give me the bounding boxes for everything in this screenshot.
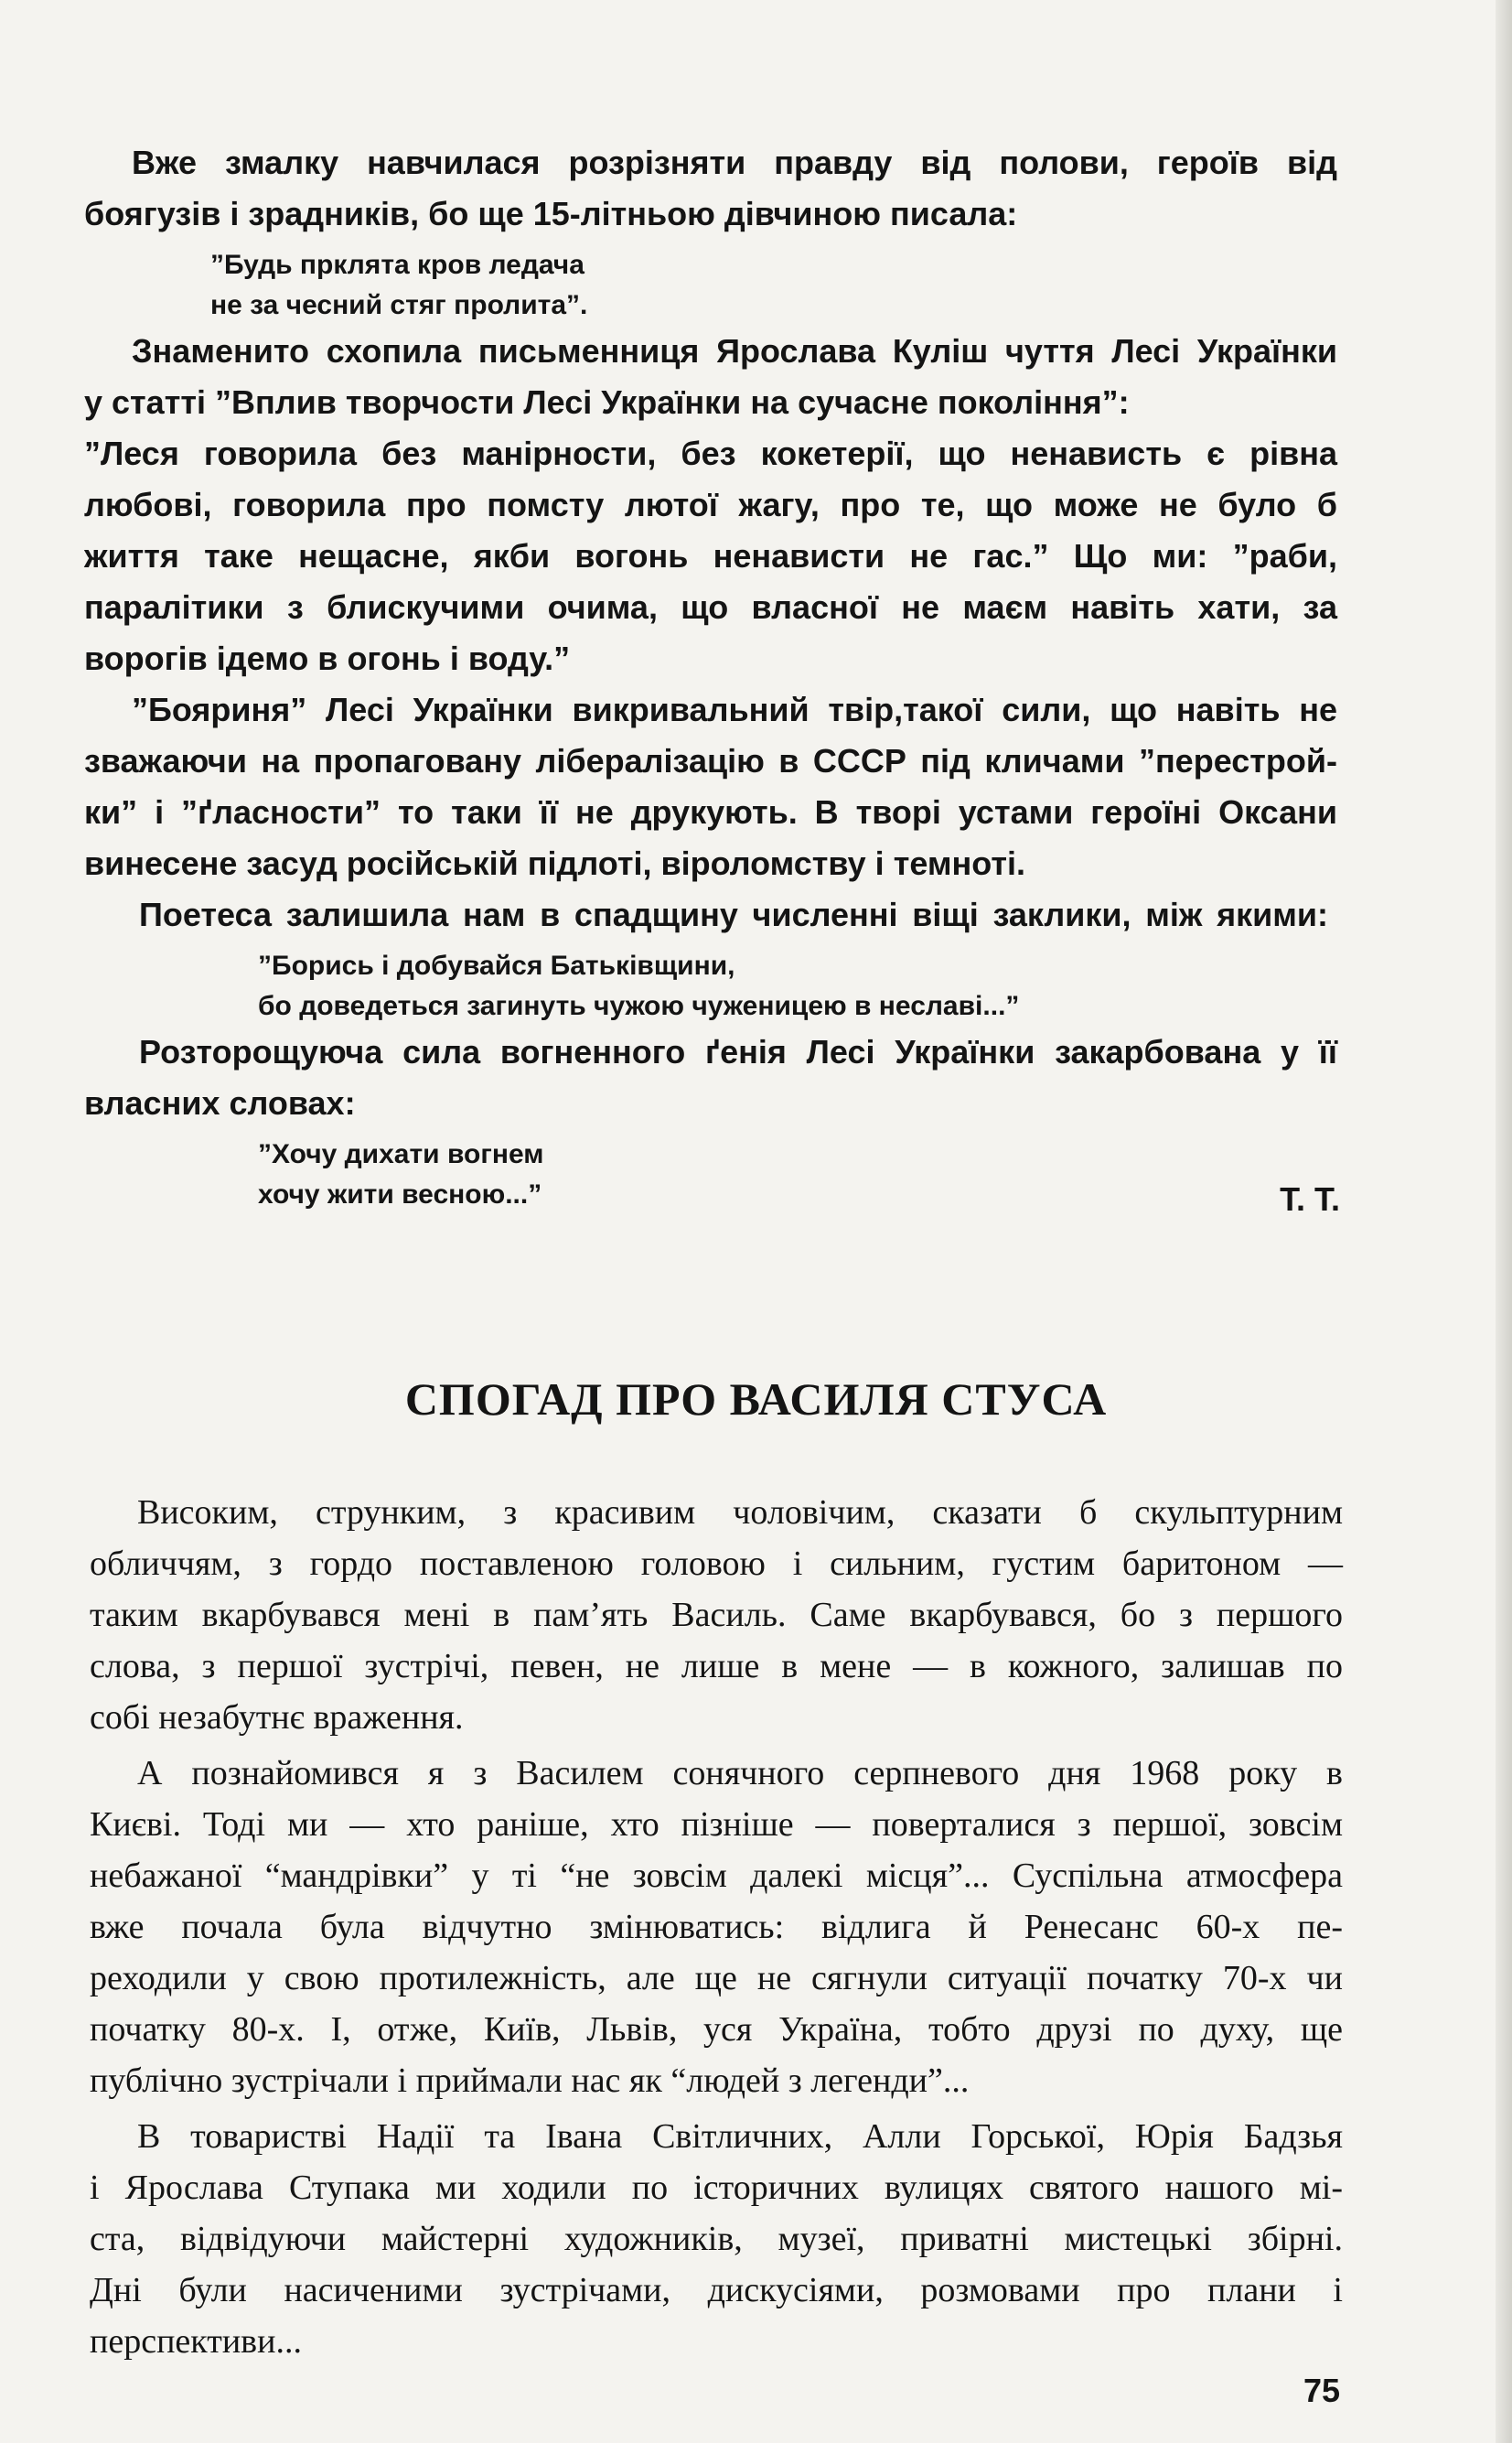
text-line: небажаної “мандрівки” у ті “не зовсім далекі місця”... Суспільна атмосфера bbox=[90, 1856, 1343, 1895]
text-line: Знаменито схопила письменниця Ярослава Куліш чуття Лесі Українки bbox=[132, 332, 1337, 370]
text-line: ки” і ”ґласности” то таки її не друкують. В творі устами героїні Оксани bbox=[84, 793, 1337, 831]
text-line: Вже змалку навчилася розрізняти правду від полови, героїв від bbox=[132, 144, 1337, 181]
text-line: ста, відвідуючи майстерні художників, музеї, приватні мистецькі збірні. bbox=[90, 2220, 1343, 2258]
text-line: таким вкарбувався мені в пам’ять Василь. Саме вкарбувався, бо з першого bbox=[90, 1596, 1343, 1634]
text-line: і Ярослава Ступака ми ходили по історичних вулицях святого нашого мі- bbox=[90, 2169, 1343, 2207]
text-line: Поетеса залишила нам в спадщину численні віщі заклики, між якими: bbox=[139, 896, 1328, 933]
text-line: паралітики з блискучими очима, що власної не маєм навіть хати, за bbox=[84, 588, 1337, 626]
text-line: Дні були насиченими зустрічами, дискусіями, розмовами про плани і bbox=[90, 2271, 1343, 2309]
text-line: у статті ”Вплив творчости Лесі Українки на сучасне покоління”: bbox=[84, 383, 1130, 421]
text-line: Розторощуюча сила вогненного ґенія Лесі Українки закарбована у її bbox=[139, 1033, 1337, 1071]
text-line: собі незабутнє враження. bbox=[90, 1698, 464, 1737]
text-line: любові, говорила про помсту лютої жагу, про те, що може не було б bbox=[84, 486, 1337, 523]
section-title: СПОГАД ПРО ВАСИЛЯ СТУСА bbox=[404, 1373, 1108, 1425]
text-line: перспективи... bbox=[90, 2322, 302, 2361]
quote-line: ”Борись і добувайся Батьківщини, bbox=[258, 951, 735, 981]
text-line: вже почала була відчутно змінюватись: відлига й Ренесанс 60-х пе- bbox=[90, 1908, 1343, 1946]
text-line: боягузів і зрадників, бо ще 15-літньою дівчиною писала: bbox=[84, 195, 1018, 232]
text-line: Києві. Тоді ми — хто раніше, хто пізніше — поверталися з першої, зовсім bbox=[90, 1805, 1343, 1844]
page-edge bbox=[1496, 0, 1512, 2443]
text-line: Високим, струнким, з красивим чоловічим, сказати б скульптурним bbox=[137, 1493, 1343, 1532]
quote-line: не за чесний стяг пролита”. bbox=[210, 290, 588, 320]
text-line: обличчям, з гордо поставленою головою і сильним, густим баритоном — bbox=[90, 1544, 1343, 1583]
quote-line: хочу жити весною...” bbox=[258, 1179, 542, 1210]
quote-line: бо доведеться загинуть чужою чуженицею в неславі...” bbox=[258, 991, 1020, 1021]
text-line: ”Бояриня” Лесі Українки викривальний твір,такої сили, що навіть не bbox=[132, 691, 1337, 728]
text-line: публічно зустрічали і приймали нас як “людей з легенди”... bbox=[90, 2061, 970, 2100]
text-line: ворогів ідемо в огонь і воду.” bbox=[84, 640, 571, 677]
text-line: зважаючи на пропаговану лібералізацію в СССР під кличами ”перестрой- bbox=[84, 742, 1337, 780]
text-line: слова, з першої зустрічі, певен, не лише в мене — в кожного, залишав по bbox=[90, 1647, 1343, 1685]
signature: Т. Т. bbox=[1280, 1180, 1340, 1218]
text-line: життя таке нещасне, якби вогонь ненависти не гас.” Що ми: ”раби, bbox=[84, 537, 1337, 575]
quote-line: ”Хочу дихати вогнем bbox=[258, 1139, 544, 1169]
text-line: ”Леся говорила без манірности, без кокетерії, що ненависть є рівна bbox=[84, 435, 1337, 472]
page-number: 75 bbox=[1303, 2372, 1340, 2409]
text-line: власних словах: bbox=[84, 1084, 356, 1122]
text-line: початку 80-х. І, отже, Київ, Львів, уся Україна, тобто друзі по духу, ще bbox=[90, 2010, 1343, 2049]
quote-line: ”Будь прклята кров ледача bbox=[210, 250, 584, 280]
text-line: В товаристві Надії та Івана Світличних, Алли Горської, Юрія Бадзья bbox=[137, 2117, 1343, 2156]
text-line: А познайомився я з Василем сонячного серпневого дня 1968 року в bbox=[137, 1754, 1343, 1792]
text-line: реходили у свою протилежність, але ще не сягнули ситуації початку 70-х чи bbox=[90, 1959, 1343, 1997]
text-line: винесене засуд російській підлоті, віроломству і темноті. bbox=[84, 845, 1025, 882]
